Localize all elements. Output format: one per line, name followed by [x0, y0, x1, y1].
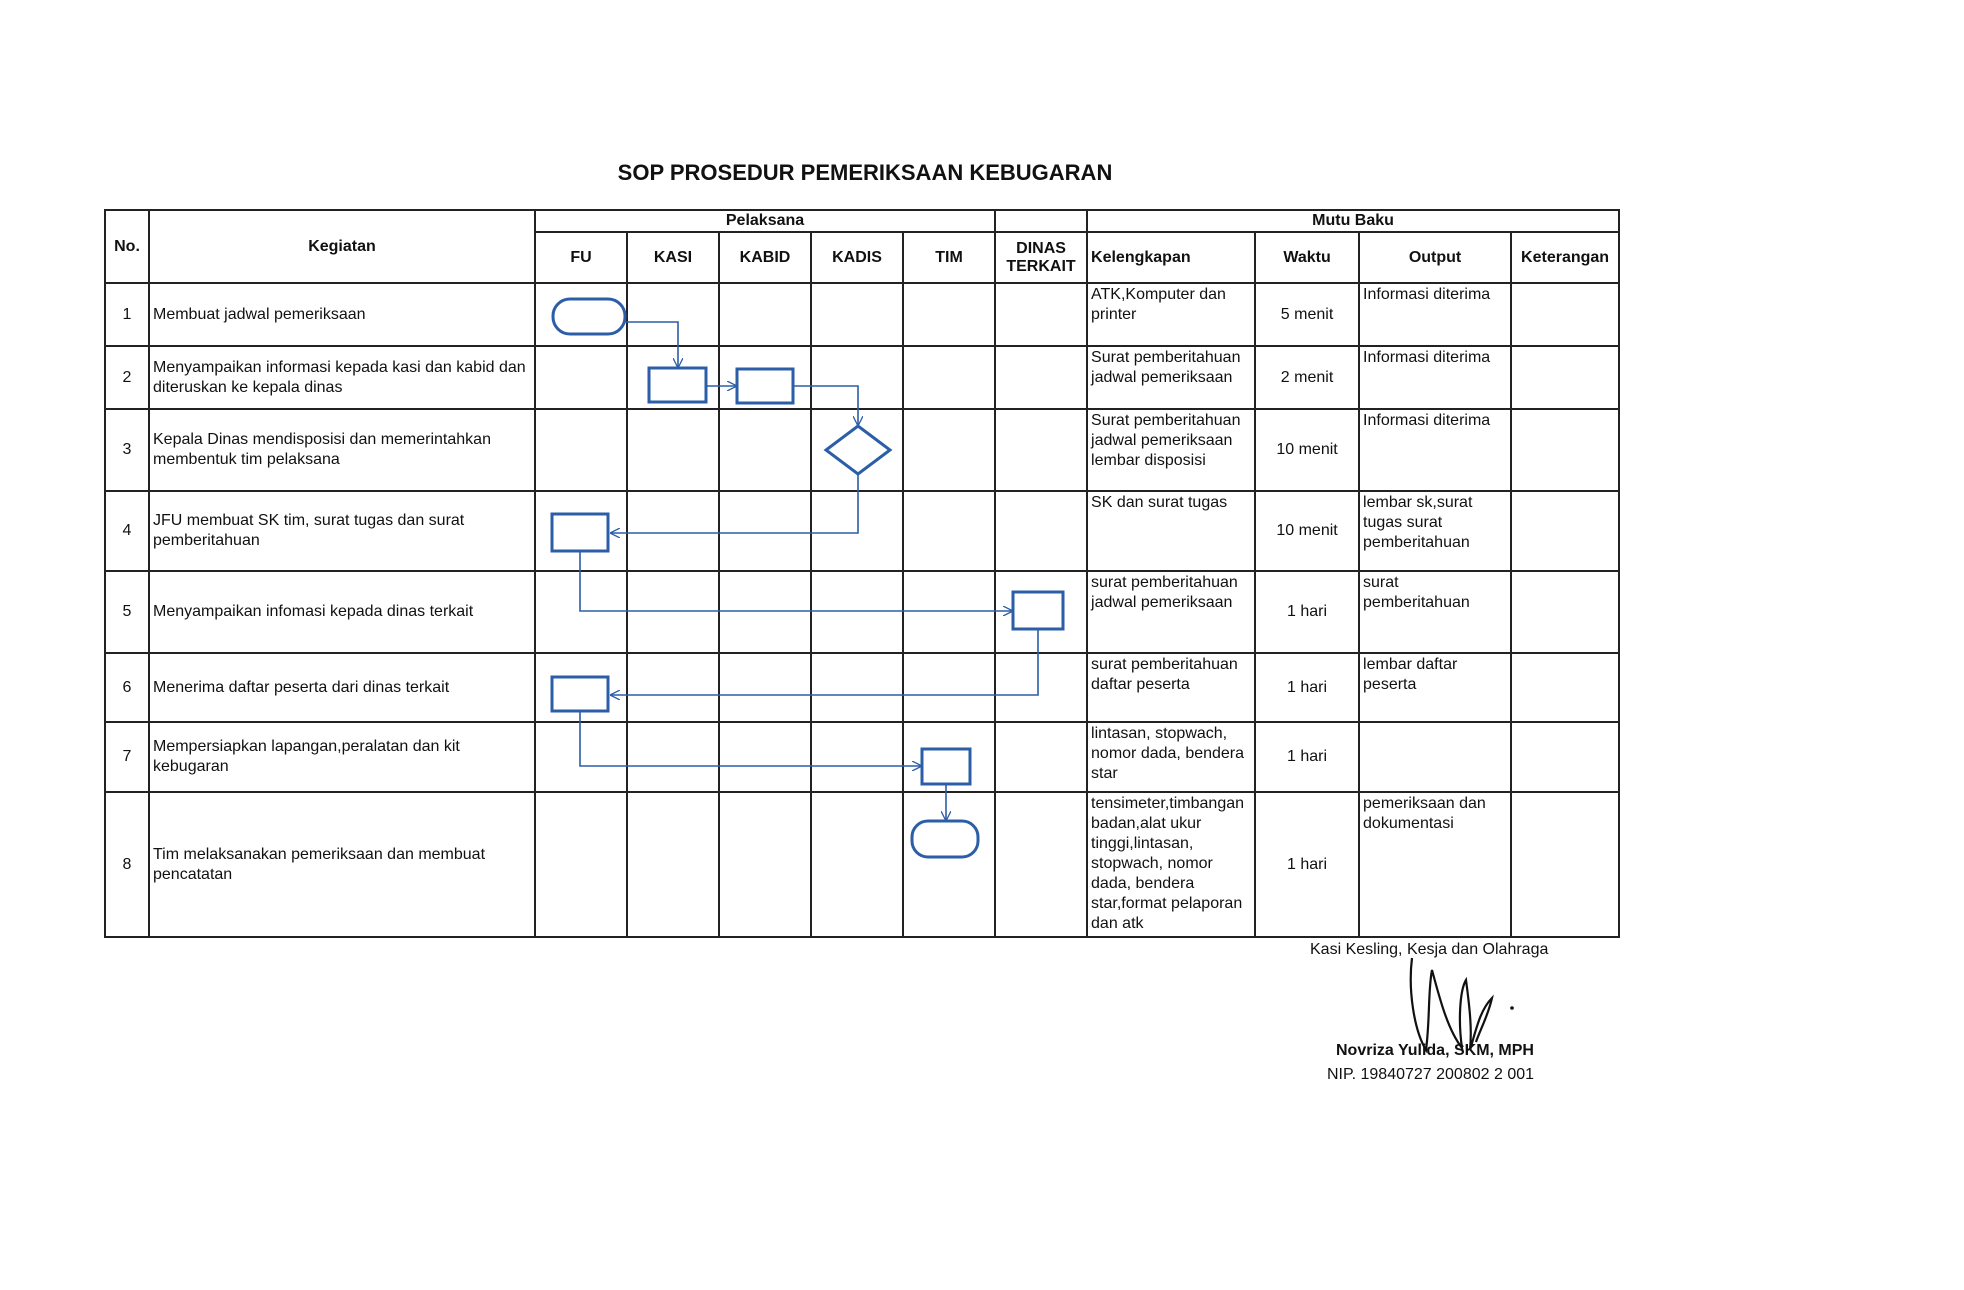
lane-dinas-terkait	[995, 653, 1087, 722]
table-row	[105, 283, 1619, 346]
keterangan-cell	[1511, 653, 1619, 722]
output-cell: lembar sk,surat tugas surat pemberitahuan	[1359, 491, 1511, 571]
kelengkapan-cell: Surat pemberitahuan jadwal pemeriksaan lembar disposisi	[1087, 409, 1255, 491]
lane-kabid	[719, 409, 811, 491]
output-cell	[1359, 722, 1511, 792]
lane-dinas-terkait	[995, 409, 1087, 491]
signatory-nip: NIP. 19840727 200802 2 001	[1327, 1066, 1535, 1083]
header-blank	[995, 210, 1087, 232]
output-cell: Informasi diterima	[1359, 283, 1511, 346]
lane-fu	[535, 792, 627, 937]
lane-tim	[903, 346, 995, 409]
header-waktu: Waktu	[1255, 232, 1359, 283]
row-number: 7	[105, 722, 149, 792]
signature-role: Kasi Kesling, Kesja dan Olahraga	[1310, 941, 1549, 958]
table-row	[105, 653, 1619, 722]
kelengkapan-cell: ATK,Komputer dan printer	[1087, 283, 1255, 346]
table-row	[105, 409, 1619, 491]
activity-cell: Membuat jadwal pemeriksaan	[149, 283, 535, 346]
waktu-cell: 1 hari	[1255, 653, 1359, 722]
header-pelaksana: Pelaksana	[535, 210, 995, 232]
table-row	[105, 491, 1619, 571]
lane-dinas-terkait	[995, 491, 1087, 571]
header-no: No.	[105, 210, 149, 283]
row-number: 2	[105, 346, 149, 409]
kelengkapan-cell: surat pemberitahuan jadwal pemeriksaan	[1087, 571, 1255, 653]
output-cell: Informasi diterima	[1359, 346, 1511, 409]
lane-fu	[535, 722, 627, 792]
lane-kabid	[719, 792, 811, 937]
waktu-cell: 5 menit	[1255, 283, 1359, 346]
keterangan-cell	[1511, 409, 1619, 491]
lane-fu	[535, 653, 627, 722]
lane-tim	[903, 653, 995, 722]
lane-kasi	[627, 346, 719, 409]
header-output: Output	[1359, 232, 1511, 283]
header-kadis: KADIS	[811, 232, 903, 283]
lane-tim	[903, 491, 995, 571]
lane-fu	[535, 409, 627, 491]
lane-dinas-terkait	[995, 571, 1087, 653]
lane-tim	[903, 571, 995, 653]
lane-kabid	[719, 491, 811, 571]
activity-cell: Menyampaikan infomasi kepada dinas terkait	[149, 571, 535, 653]
header-row-top	[105, 210, 1619, 232]
lane-tim	[903, 283, 995, 346]
lane-kadis	[811, 653, 903, 722]
lane-kadis	[811, 571, 903, 653]
lane-tim	[903, 409, 995, 491]
document-title: SOP PROSEDUR PEMERIKSAAN KEBUGARAN	[617, 160, 1113, 185]
waktu-cell: 2 menit	[1255, 346, 1359, 409]
lane-kasi	[627, 409, 719, 491]
table-row	[105, 722, 1619, 792]
lane-kasi	[627, 722, 719, 792]
lane-kabid	[719, 571, 811, 653]
lane-kabid	[719, 722, 811, 792]
lane-fu	[535, 346, 627, 409]
kelengkapan-cell: surat pemberitahuan daftar peserta	[1087, 653, 1255, 722]
header-fu: FU	[535, 232, 627, 283]
header-dinas-terkait: DINAS TERKAIT	[995, 232, 1087, 283]
activity-cell: JFU membuat SK tim, surat tugas dan surat pemberitahuan	[149, 491, 535, 571]
lane-kadis	[811, 283, 903, 346]
lane-kasi	[627, 283, 719, 346]
waktu-cell: 1 hari	[1255, 792, 1359, 937]
lane-kadis	[811, 491, 903, 571]
lane-kasi	[627, 653, 719, 722]
kelengkapan-cell: Surat pemberitahuan jadwal pemeriksaan	[1087, 346, 1255, 409]
sop-rows	[105, 283, 1619, 937]
lane-dinas-terkait	[995, 283, 1087, 346]
activity-cell: Menyampaikan informasi kepada kasi dan kabid dan diteruskan ke kepala dinas	[149, 346, 535, 409]
lane-kasi	[627, 792, 719, 937]
activity-cell: Menerima daftar peserta dari dinas terkait	[149, 653, 535, 722]
keterangan-cell	[1511, 722, 1619, 792]
row-number: 6	[105, 653, 149, 722]
row-number: 4	[105, 491, 149, 571]
signatory-name: Novriza Yulida, SKM, MPH	[1336, 1042, 1534, 1059]
row-number: 3	[105, 409, 149, 491]
header-kabid: KABID	[719, 232, 811, 283]
output-cell: lembar daftar peserta	[1359, 653, 1511, 722]
waktu-cell: 1 hari	[1255, 722, 1359, 792]
lane-kadis	[811, 346, 903, 409]
lane-kasi	[627, 571, 719, 653]
keterangan-cell	[1511, 571, 1619, 653]
row-number: 1	[105, 283, 149, 346]
header-keterangan: Keterangan	[1511, 232, 1619, 283]
row-number: 5	[105, 571, 149, 653]
header-kasi: KASI	[627, 232, 719, 283]
lane-tim	[903, 792, 995, 937]
lane-dinas-terkait	[995, 346, 1087, 409]
table-row	[105, 792, 1619, 937]
waktu-cell: 1 hari	[1255, 571, 1359, 653]
lane-kasi	[627, 491, 719, 571]
header-kelengkapan: Kelengkapan	[1087, 232, 1255, 283]
output-cell: Informasi diterima	[1359, 409, 1511, 491]
lane-dinas-terkait	[995, 722, 1087, 792]
waktu-cell: 10 menit	[1255, 409, 1359, 491]
activity-cell: Mempersiapkan lapangan,peralatan dan kit kebugaran	[149, 722, 535, 792]
lane-kadis	[811, 792, 903, 937]
lane-fu	[535, 571, 627, 653]
waktu-cell: 10 menit	[1255, 491, 1359, 571]
activity-cell: Kepala Dinas mendisposisi dan memerintahkan membentuk tim pelaksana	[149, 409, 535, 491]
lane-kabid	[719, 283, 811, 346]
lane-kadis	[811, 409, 903, 491]
keterangan-cell	[1511, 792, 1619, 937]
kelengkapan-cell: lintasan, stopwach, nomor dada, bendera star	[1087, 722, 1255, 792]
sop-table	[104, 209, 1620, 938]
table-row	[105, 571, 1619, 653]
lane-dinas-terkait	[995, 792, 1087, 937]
header-tim: TIM	[903, 232, 995, 283]
activity-cell: Tim melaksanakan pemeriksaan dan membuat pencatatan	[149, 792, 535, 937]
lane-kadis	[811, 722, 903, 792]
keterangan-cell	[1511, 346, 1619, 409]
output-cell: surat pemberitahuan	[1359, 571, 1511, 653]
lane-kabid	[719, 653, 811, 722]
table-row	[105, 346, 1619, 409]
lane-tim	[903, 722, 995, 792]
lane-fu	[535, 491, 627, 571]
row-number: 8	[105, 792, 149, 937]
kelengkapan-cell: tensimeter,timbangan badan,alat ukur tinggi,lintasan, stopwach, nomor dada, bendera star,format pelaporan dan atk	[1087, 792, 1255, 937]
header-kegiatan: Kegiatan	[149, 210, 535, 283]
header-mutu-baku: Mutu Baku	[1087, 210, 1619, 232]
lane-kabid	[719, 346, 811, 409]
lane-fu	[535, 283, 627, 346]
keterangan-cell	[1511, 283, 1619, 346]
output-cell: pemeriksaan dan dokumentasi	[1359, 792, 1511, 937]
kelengkapan-cell: SK dan surat tugas	[1087, 491, 1255, 571]
keterangan-cell	[1511, 491, 1619, 571]
